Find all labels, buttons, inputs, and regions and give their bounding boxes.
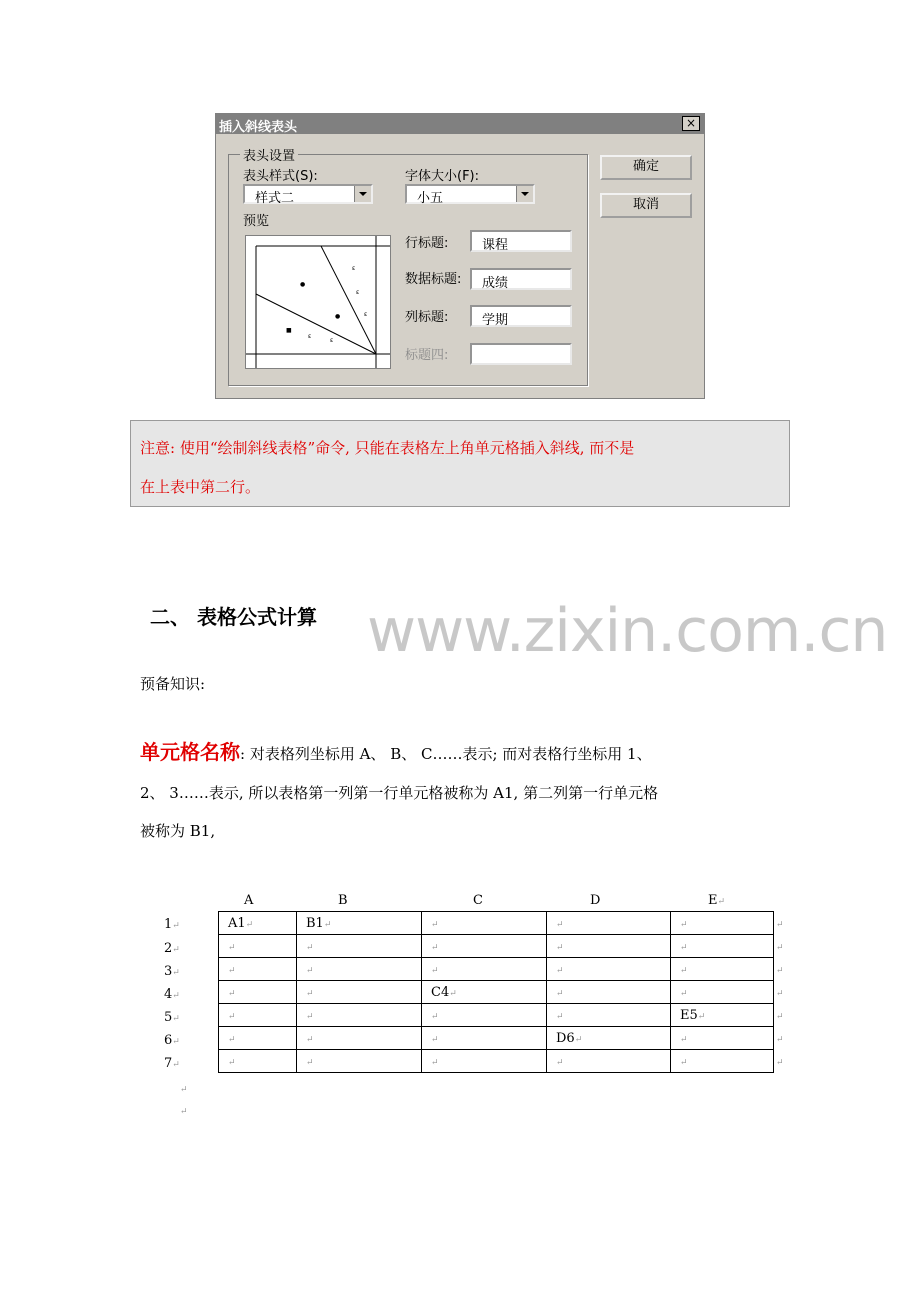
- paragraph-line-3: 被称为 B1,: [140, 822, 216, 840]
- coordinate-table: [218, 911, 774, 1073]
- paragraph-mark: ↵: [556, 1057, 564, 1068]
- table-cell[interactable]: [547, 958, 671, 981]
- svg-text:ε: ε: [308, 333, 312, 340]
- table-cell[interactable]: [297, 981, 422, 1004]
- paragraph-mark: ↵: [717, 897, 726, 907]
- paragraph-mark: ↵: [172, 1037, 180, 1047]
- column-header: B: [338, 893, 348, 908]
- paragraph-mark: ↵: [306, 942, 314, 953]
- table-cell[interactable]: [547, 1027, 671, 1050]
- dialog-titlebar[interactable]: [216, 114, 704, 134]
- svg-text:●: ●: [335, 313, 341, 320]
- table-cell[interactable]: [422, 958, 547, 981]
- chevron-down-icon[interactable]: [354, 186, 371, 202]
- column-header: D: [590, 893, 601, 908]
- row-header: [164, 941, 180, 956]
- style-label: 表头样式(S):: [243, 169, 318, 184]
- font-size-select-value: 小五: [417, 191, 444, 206]
- svg-text:ε: ε: [356, 289, 360, 296]
- table-cell[interactable]: [422, 1050, 547, 1073]
- cell-text: C4: [431, 984, 450, 1000]
- table-cell[interactable]: [422, 1027, 547, 1050]
- svg-text:ε: ε: [330, 337, 334, 344]
- note-line-2: 在上表中第二行。: [140, 478, 261, 496]
- paragraph-mark: ↵: [776, 920, 784, 930]
- paragraph-mark: ↵: [306, 965, 314, 976]
- table-cell[interactable]: [547, 1004, 671, 1027]
- paragraph-line-1: [140, 736, 652, 765]
- paragraph-mark: ↵: [180, 1085, 188, 1095]
- row-header-label: 2: [164, 941, 173, 956]
- table-cell[interactable]: [671, 935, 774, 958]
- paragraph-mark: ↵: [245, 919, 254, 930]
- paragraph-mark: ↵: [431, 942, 439, 953]
- table-row: [219, 912, 774, 935]
- paragraph-mark: ↵: [680, 1034, 688, 1045]
- diagonal-header-preview-image: [246, 236, 390, 368]
- table-cell[interactable]: [297, 1004, 422, 1027]
- paragraph-mark: ↵: [431, 1011, 439, 1022]
- paragraph-mark: ↵: [556, 919, 564, 930]
- paragraph-mark: ↵: [449, 988, 457, 999]
- row-header: [164, 1056, 180, 1071]
- paragraph-mark: ↵: [776, 1035, 784, 1045]
- row-title-label: 行标题:: [405, 236, 449, 251]
- paragraph-mark: ↵: [697, 1011, 706, 1022]
- paragraph-mark: ↵: [306, 1034, 314, 1045]
- paragraph-mark: ↵: [228, 1034, 236, 1045]
- preview-label: 预览: [243, 214, 270, 229]
- table-cell[interactable]: [297, 1027, 422, 1050]
- paragraph-mark: ↵: [776, 1058, 784, 1068]
- paragraph-mark: ↵: [574, 1034, 583, 1045]
- table-cell[interactable]: [671, 981, 774, 1004]
- paragraph-mark: ↵: [776, 989, 784, 999]
- paragraph-mark: ↵: [556, 942, 564, 953]
- table-cell[interactable]: [219, 958, 297, 981]
- table-row: [219, 1004, 774, 1027]
- paragraph-mark: ↵: [431, 919, 439, 930]
- svg-text:●: ●: [300, 281, 306, 288]
- paragraph-mark: ↵: [680, 988, 688, 999]
- column-header: C: [473, 893, 483, 908]
- paragraph-mark: ↵: [172, 968, 180, 978]
- watermark: www.zixin.com.cn: [367, 596, 888, 666]
- col-title-label: 列标题:: [405, 310, 449, 325]
- table-row: [219, 1050, 774, 1073]
- table-cell[interactable]: [297, 1050, 422, 1073]
- paragraph-mark: ↵: [776, 1012, 784, 1022]
- table-cell[interactable]: [297, 935, 422, 958]
- paragraph-mark: ↵: [680, 919, 688, 930]
- paragraph-mark: ↵: [776, 966, 784, 976]
- table-row: [219, 981, 774, 1004]
- table-cell[interactable]: [422, 981, 547, 1004]
- table-cell[interactable]: [547, 981, 671, 1004]
- font-size-select[interactable]: [405, 184, 535, 204]
- note-line-1: 注意: 使用“绘制斜线表格”命令, 只能在表格左上角单元格插入斜线, 而不是: [140, 439, 635, 457]
- paragraph-line-1-rest: : 对表格列坐标用 A、 B、 C……表示; 而对表格行坐标用 1、: [240, 745, 652, 763]
- cell-text: A1: [228, 915, 246, 931]
- table-cell[interactable]: [671, 1027, 774, 1050]
- paragraph-mark: ↵: [172, 1014, 180, 1024]
- table-cell[interactable]: [547, 1050, 671, 1073]
- paragraph-mark: ↵: [323, 919, 332, 930]
- column-header: A: [244, 893, 254, 908]
- table-cell[interactable]: [671, 1004, 774, 1027]
- data-title-label: 数据标题:: [405, 272, 462, 287]
- table-cell[interactable]: [547, 912, 671, 935]
- paragraph-mark: ↵: [172, 921, 180, 931]
- row-header-label: 4: [164, 987, 173, 1002]
- paragraph-mark: ↵: [172, 1060, 180, 1070]
- svg-text:ε: ε: [364, 311, 368, 318]
- row-header: [164, 987, 180, 1002]
- table-cell[interactable]: [219, 1004, 297, 1027]
- ok-button[interactable]: 确定: [600, 155, 692, 180]
- paragraph-mark: ↵: [556, 1011, 564, 1022]
- font-size-label: 字体大小(F):: [405, 169, 480, 184]
- col-title-input[interactable]: 学期: [470, 305, 572, 327]
- table-row: [219, 958, 774, 981]
- row-header: [164, 917, 180, 932]
- paragraph-mark: ↵: [431, 965, 439, 976]
- paragraph-mark: ↵: [680, 1057, 688, 1068]
- table-row: [219, 1027, 774, 1050]
- paragraph-mark: ↵: [680, 965, 688, 976]
- paragraph-mark: ↵: [228, 1057, 236, 1068]
- row-header-label: 5: [164, 1010, 173, 1025]
- term-highlight: 单元格名称: [140, 740, 240, 764]
- row-header: [164, 964, 180, 979]
- paragraph-mark: ↵: [228, 965, 236, 976]
- preview-pane: [245, 235, 391, 369]
- table-cell[interactable]: [297, 912, 422, 935]
- row-header-label: 1: [164, 917, 173, 932]
- paragraph-mark: ↵: [172, 991, 180, 1001]
- paragraph-mark: ↵: [431, 1034, 439, 1045]
- paragraph-mark: ↵: [228, 942, 236, 953]
- dialog-title: 插入斜线表头: [219, 120, 298, 135]
- table-cell[interactable]: [219, 1050, 297, 1073]
- table-cell[interactable]: [422, 912, 547, 935]
- cell-text: E5: [680, 1007, 698, 1023]
- svg-text:■: ■: [286, 327, 292, 334]
- table-row: [219, 935, 774, 958]
- table-cell[interactable]: [219, 1027, 297, 1050]
- svg-text:ε: ε: [352, 265, 356, 272]
- column-header-label: E: [708, 893, 718, 908]
- table-cell[interactable]: [219, 935, 297, 958]
- row-header: [164, 1033, 180, 1048]
- row-header-label: 6: [164, 1033, 173, 1048]
- paragraph-line-2: 2、 3……表示, 所以表格第一列第一行单元格被称为 A1, 第二列第一行单元格: [140, 784, 659, 802]
- paragraph-mark: ↵: [228, 1011, 236, 1022]
- table-cell[interactable]: [547, 935, 671, 958]
- paragraph-mark: ↵: [180, 1107, 188, 1117]
- group-label: 表头设置: [240, 145, 298, 164]
- paragraph-mark: ↵: [306, 1057, 314, 1068]
- chevron-down-icon[interactable]: [516, 186, 533, 202]
- table-cell[interactable]: [671, 958, 774, 981]
- title4-label: 标题四:: [405, 348, 449, 363]
- table-cell[interactable]: [219, 912, 297, 935]
- row-header-label: 7: [164, 1056, 173, 1071]
- insert-diagonal-header-dialog: [215, 113, 705, 399]
- table-cell[interactable]: [422, 1004, 547, 1027]
- row-title-input[interactable]: 课程: [470, 230, 572, 252]
- style-select[interactable]: [243, 184, 373, 204]
- cell-text: B1: [306, 915, 324, 931]
- paragraph-mark: ↵: [306, 1011, 314, 1022]
- paragraph-mark: ↵: [776, 943, 784, 953]
- paragraph-mark: ↵: [556, 988, 564, 999]
- row-header-label: 3: [164, 964, 173, 979]
- note-box: [130, 420, 790, 507]
- style-select-value: 样式二: [255, 191, 295, 206]
- table-cell[interactable]: [219, 981, 297, 1004]
- table-cell[interactable]: [422, 935, 547, 958]
- close-icon[interactable]: ×: [682, 116, 700, 131]
- paragraph-mark: ↵: [431, 1057, 439, 1068]
- data-title-input[interactable]: 成绩: [470, 268, 572, 290]
- table-cell[interactable]: [671, 1050, 774, 1073]
- cancel-button[interactable]: 取消: [600, 193, 692, 218]
- paragraph-mark: ↵: [306, 988, 314, 999]
- cell-text: D6: [556, 1030, 575, 1046]
- table-cell[interactable]: [297, 958, 422, 981]
- table-cell[interactable]: [671, 912, 774, 935]
- section-heading: 二、 表格公式计算: [150, 605, 317, 629]
- paragraph-mark: ↵: [228, 988, 236, 999]
- paragraph-mark: ↵: [172, 945, 180, 955]
- column-header: [708, 893, 725, 908]
- row-header: [164, 1010, 180, 1025]
- prereq-text: 预备知识:: [140, 675, 206, 693]
- paragraph-mark: ↵: [680, 942, 688, 953]
- title4-input[interactable]: [470, 343, 572, 365]
- paragraph-mark: ↵: [556, 965, 564, 976]
